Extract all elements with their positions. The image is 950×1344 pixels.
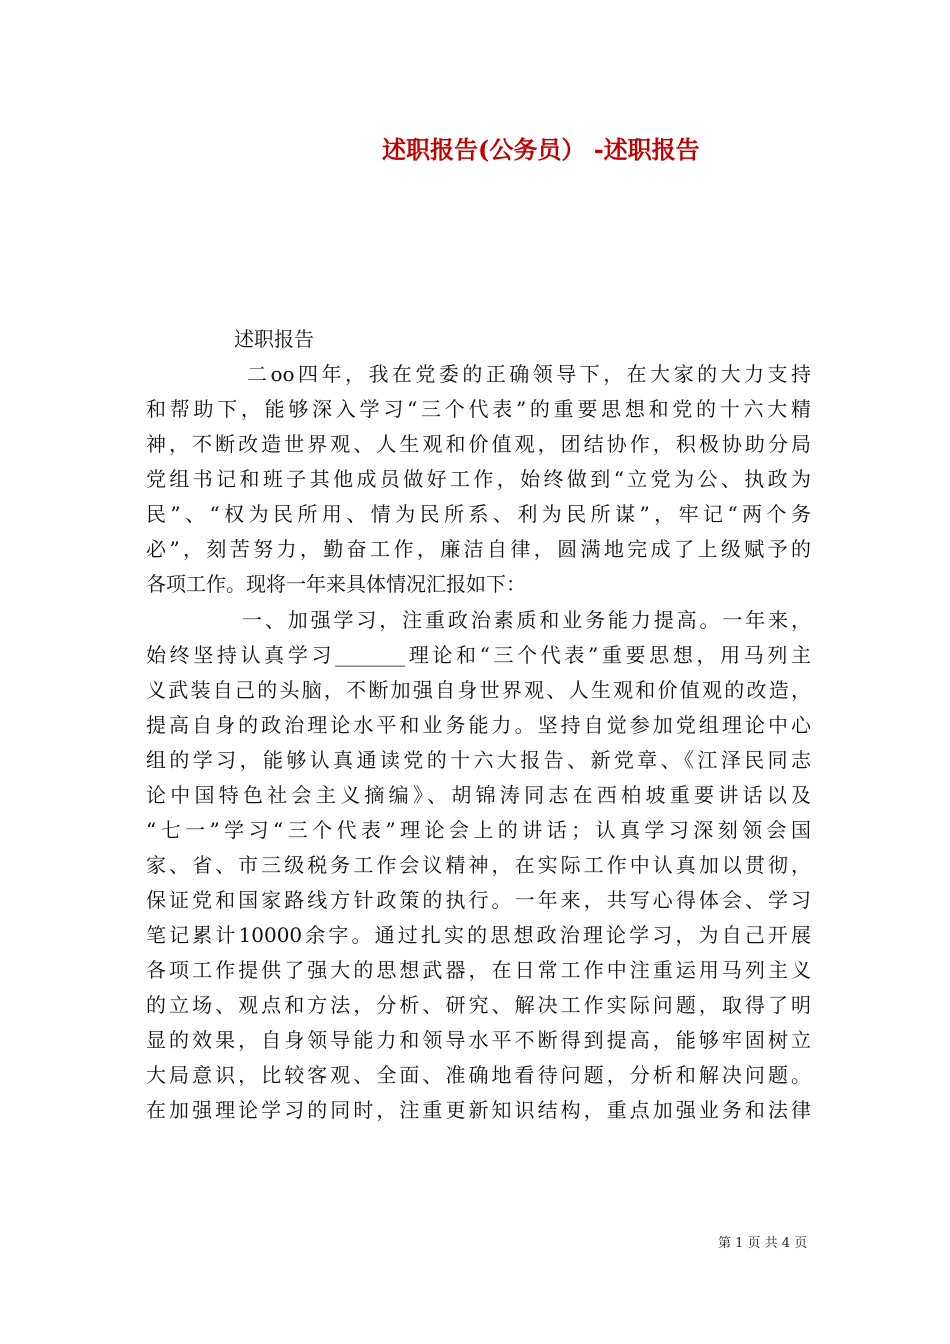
paragraph-line: 民”、“权为民所用、情为民所系、利为民所谋”，牢记“两个务 xyxy=(146,502,811,526)
paragraph-line: 各项工作提供了强大的思想武器，在日常工作中注重运用马列主义 xyxy=(146,958,811,982)
paragraph-line: 义武装自己的头脑，不断加强自身世界观、人生观和价值观的改造， xyxy=(146,678,811,702)
paragraph-line: 和帮助下，能够深入学习“三个代表”的重要思想和党的十六大精 xyxy=(146,397,811,421)
paragraph-line: 显的效果，自身领导能力和领导水平不断得到提高，能够牢固树立 xyxy=(146,1028,811,1052)
paragraph-line: 各项工作。现将一年来具体情况汇报如下： xyxy=(146,572,526,596)
section-heading: 述职报告 xyxy=(234,327,314,351)
paragraph-line: 论中国特色社会主义摘编》、胡锦涛同志在西柏坡重要讲话以及 xyxy=(146,783,811,807)
paragraph-line: 大局意识，比较客观、全面、准确地看待问题，分析和解决问题。 xyxy=(146,1063,811,1087)
document-title: 述职报告(公务员） -述职报告 xyxy=(382,135,700,164)
paragraph-line: 始终坚持认真学习_______理论和“三个代表”重要思想，用马列主 xyxy=(146,643,811,667)
paragraph-line: 笔记累计10000余字。通过扎实的思想政治理论学习，为自己开展 xyxy=(146,923,811,947)
paragraph-line: “七一”学习“三个代表”理论会上的讲话；认真学习深刻领会国 xyxy=(146,818,811,842)
page-footer: 第 1 页 共 4 页 xyxy=(718,1236,808,1251)
paragraph-line: 必”，刻苦努力，勤奋工作，廉洁自律，圆满地完成了上级赋予的 xyxy=(146,537,811,561)
paragraph-line: 在加强理论学习的同时，注重更新知识结构，重点加强业务和法律 xyxy=(146,1098,811,1122)
paragraph-line: 的立场、观点和方法，分析、研究、解决工作实际问题，取得了明 xyxy=(146,993,811,1017)
paragraph-line: 提高自身的政治理论水平和业务能力。坚持自觉参加党组理论中心 xyxy=(146,713,811,737)
paragraph-line: 家、省、市三级税务工作会议精神，在实际工作中认真加以贯彻， xyxy=(146,853,811,877)
paragraph-line: 神，不断改造世界观、人生观和价值观，团结协作，积极协助分局 xyxy=(146,432,811,456)
paragraph-line: 组的学习，能够认真通读党的十六大报告、新党章、《江泽民同志 xyxy=(146,748,811,772)
paragraph-line: 党组书记和班子其他成员做好工作，始终做到“立党为公、执政为 xyxy=(146,467,811,491)
paragraph-line: 一、加强学习，注重政治素质和业务能力提高。一年来， xyxy=(242,608,811,632)
paragraph-line: 保证党和国家路线方针政策的执行。一年来，共写心得体会、学习 xyxy=(146,888,811,912)
paragraph-line: 二oo四年，我在党委的正确领导下，在大家的大力支持 xyxy=(247,362,811,386)
